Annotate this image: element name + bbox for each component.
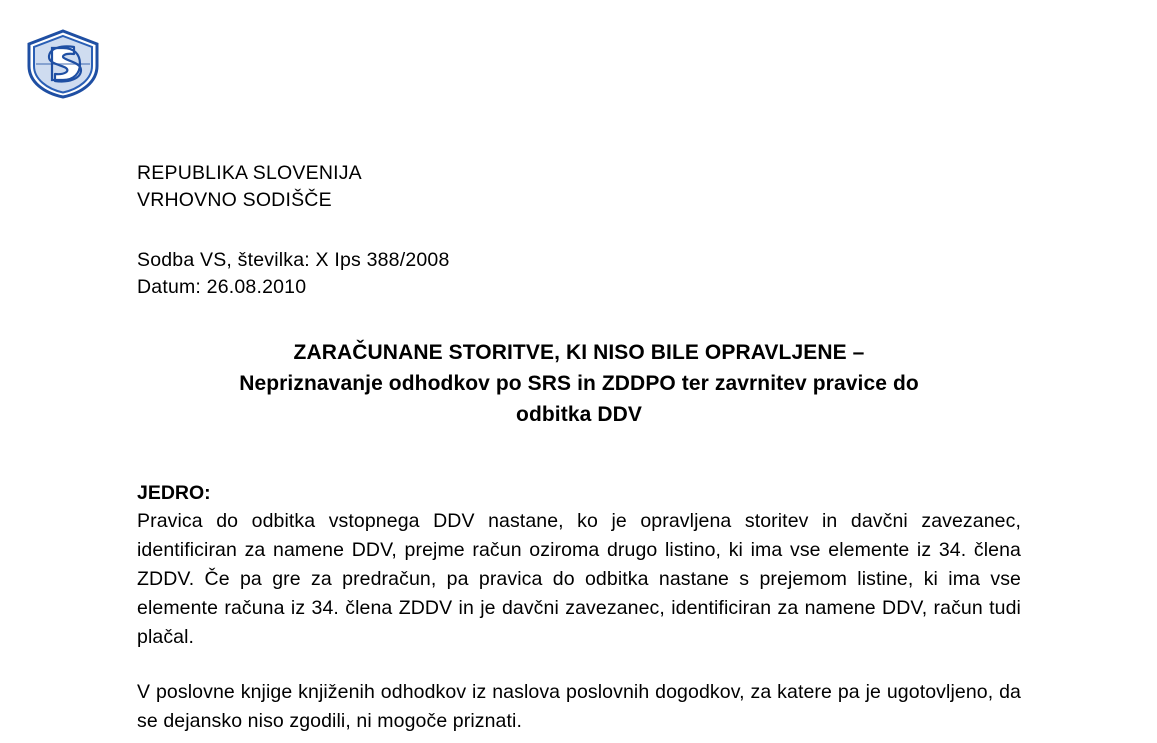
title-line-1: ZARAČUNANE STORITVE, KI NISO BILE OPRAVLJENE –: [293, 341, 865, 364]
judgment-date: Datum: 26.08.2010: [137, 276, 307, 298]
judgment-number: Sodba VS, številka: X Ips 388/2008: [137, 249, 450, 271]
judgment-reference: [137, 247, 1021, 301]
page-title: [137, 337, 1021, 430]
document-content: [137, 160, 1021, 736]
supreme-court-emblem-logo: [22, 28, 104, 100]
core-section: [137, 480, 1021, 736]
core-paragraph-2: V poslovne knjige knjiženih odhodkov iz naslova poslovnih dogodkov, za katere pa je ugotovljeno, da se dejansko niso zgodili, ni mogoče priznati.: [137, 681, 1021, 732]
core-paragraph-1: Pravica do odbitka vstopnega DDV nastane, ko je opravljena storitev in davčni zavezanec, identificiran za namene DDV, prejme račun oziroma drugo listino, ki ima vse elemente iz 34. člena ZDDV. Če pa gre za predračun, pa pravica do odbitka nastane s prejemom listine, ki ima vse elemente računa iz 34. člena ZDDV in je davčni zavezanec, identificiran za namene DDV, račun tudi plačal.: [137, 510, 1021, 648]
authority-line-court: VRHOVNO SODIŠČE: [137, 189, 332, 211]
title-line-3: odbitka DDV: [516, 403, 642, 426]
issuing-authority: [137, 160, 1021, 214]
core-section-heading: JEDRO:: [137, 482, 211, 504]
title-line-2: Nepriznavanje odhodkov po SRS in ZDDPO ter zavrnitev pravice do: [239, 372, 919, 395]
authority-line-country: REPUBLIKA SLOVENIJA: [137, 162, 362, 184]
